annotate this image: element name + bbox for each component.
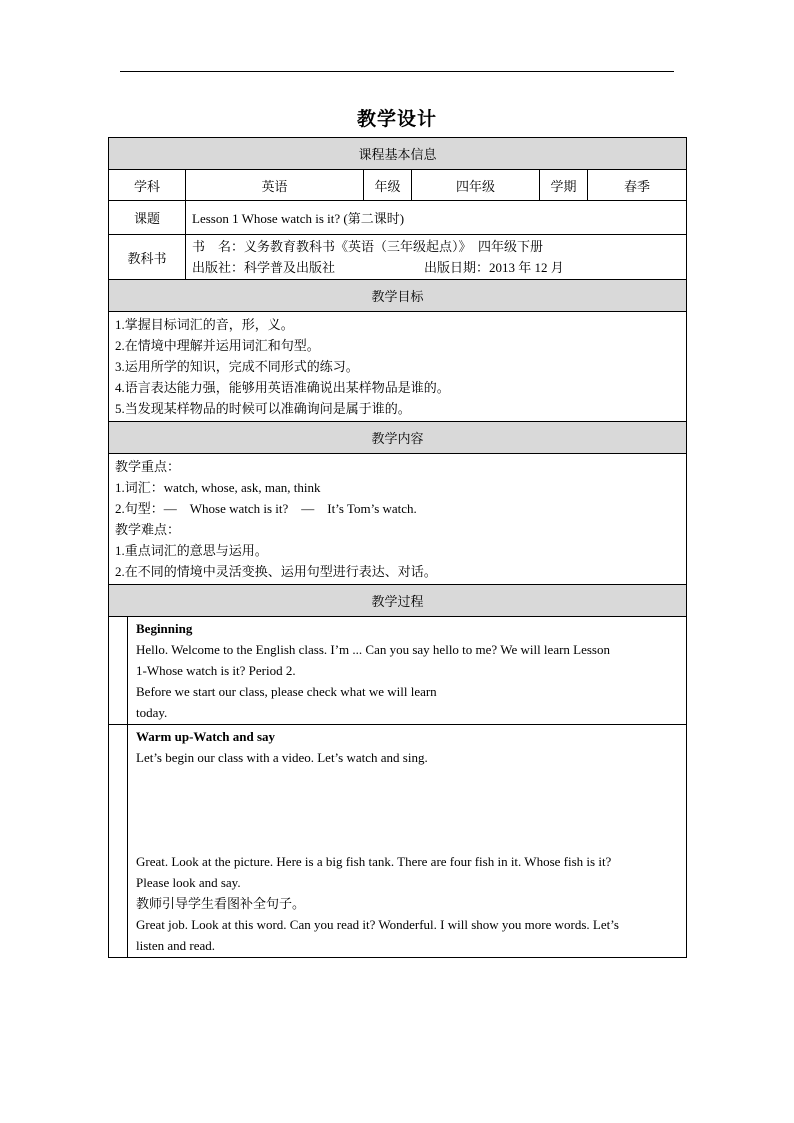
list-item: 5.当发现某样物品的时候可以准确询问是属于谁的。 (115, 401, 411, 416)
objectives-list (109, 312, 687, 422)
book-name: 书 名：义务教育教科书《英语（三年级起点）》 四年级下册 (192, 239, 544, 254)
video-placeholder-space (136, 768, 682, 851)
step-text: Great. Look at the picture. Here is a big fish tank. There are four fish in it. Whose fish is it? (136, 854, 612, 869)
step-indent-column (109, 617, 128, 724)
grade-label: 年级 (364, 170, 412, 201)
textbook-label: 教科书 (109, 235, 186, 280)
step-text: Hello. Welcome to the English class. I’m ... Can you say hello to me? We will learn Lesson (136, 642, 610, 657)
step-text: 1-Whose watch is it? Period 2. (136, 663, 296, 678)
section-header-process: 教学过程 (109, 585, 687, 617)
subject-label: 学科 (109, 170, 186, 201)
list-item: 2.在不同的情境中灵活变换、运用句型进行表达、对话。 (115, 564, 437, 579)
key-points-heading: 教学重点： (115, 459, 181, 474)
step-text: Great job. Look at this word. Can you read it? Wonderful. I will show you more words. Let’s (136, 917, 619, 932)
list-item: 3.运用所学的知识，完成不同形式的练习。 (115, 359, 359, 374)
step-text: Please look and say. (136, 875, 241, 890)
list-item: 1.词汇：watch, whose, ask, man, think (115, 480, 321, 495)
section-header-content: 教学内容 (109, 422, 687, 454)
step-text: Before we start our class, please check what we will learn (136, 684, 437, 699)
list-item: 1.重点词汇的意思与运用。 (115, 543, 268, 558)
lesson-plan-table (108, 137, 687, 958)
content-list (109, 454, 687, 585)
term-label: 学期 (540, 170, 588, 201)
publish-date: 出版日期：2013 年 12 月 (424, 260, 564, 275)
page-title: 教学设计 (356, 109, 437, 130)
step-text: 教师引导学生看图补全句子。 (136, 896, 306, 911)
step-title: Warm up-Watch and say (136, 729, 276, 744)
section-header-basic-info: 课程基本信息 (109, 138, 687, 170)
publisher: 出版社：科学普及出版社 (192, 260, 336, 275)
publisher-line (192, 257, 686, 278)
process-step-warm-up (109, 725, 687, 958)
process-step-beginning (109, 617, 687, 725)
list-item: 4.语言表达能力强，能够用英语准确说出某样物品是谁的。 (115, 380, 450, 395)
grade-value: 四年级 (412, 170, 540, 201)
term-value: 春季 (588, 170, 687, 201)
step-text: listen and read. (136, 938, 216, 953)
topic-value: Lesson 1 Whose watch is it? (第二课时) (186, 201, 687, 235)
header-rule (120, 71, 674, 72)
step-indent-column (109, 725, 128, 957)
step-text: Let’s begin our class with a video. Let’s watch and sing. (136, 750, 428, 765)
list-item: 2.在情境中理解并运用词汇和句型。 (115, 338, 320, 353)
list-item: 2.句型：— Whose watch is it? — It’s Tom’s watch. (115, 501, 417, 516)
subject-value: 英语 (186, 170, 364, 201)
section-header-objectives: 教学目标 (109, 280, 687, 312)
step-text: today. (136, 705, 168, 720)
difficulties-heading: 教学难点： (115, 522, 181, 537)
list-item: 1.掌握目标词汇的音，形，义。 (115, 317, 294, 332)
textbook-info (186, 235, 687, 280)
step-title: Beginning (136, 621, 193, 636)
topic-label: 课题 (109, 201, 186, 235)
